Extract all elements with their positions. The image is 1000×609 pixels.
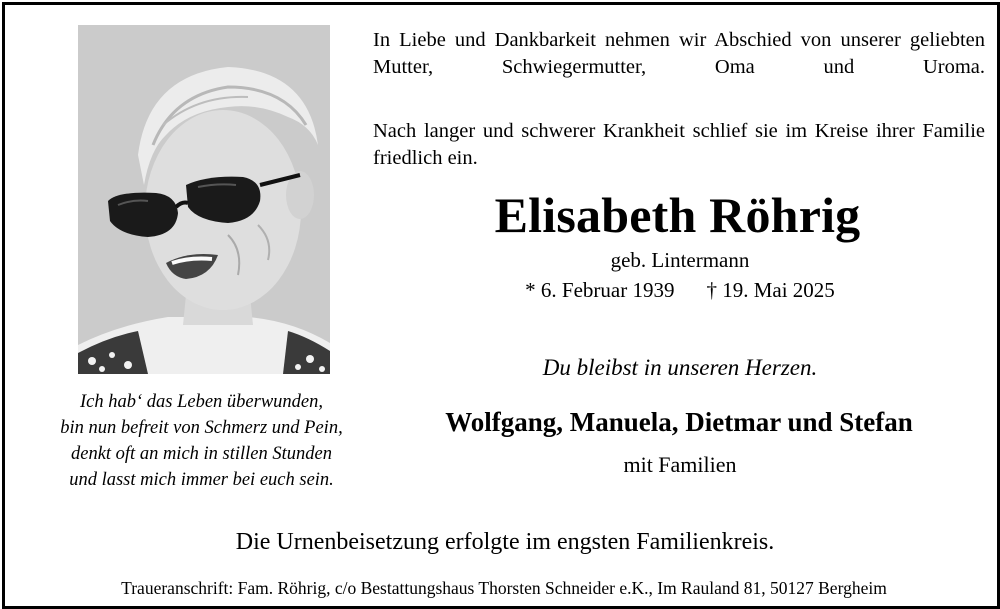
burial-note: Die Urnenbeisetzung erfolgte im engsten Familienkreis. bbox=[235, 529, 775, 555]
birth-date: * 6. Februar 1939 bbox=[525, 278, 675, 302]
mourners-families: mit Familien bbox=[623, 452, 737, 477]
mourners-names: Wolfgang, Manuela, Dietmar und Stefan bbox=[445, 407, 913, 437]
motto: Du bleibst in unseren Herzen. bbox=[542, 355, 818, 380]
intro-paragraph: In Liebe und Dankbarkeit nehmen wir Abschied von unserer geliebten Mutter, Schwiegermutter, Oma und Uroma. bbox=[373, 29, 985, 78]
obituary-notice bbox=[2, 2, 1000, 609]
poem-line: Ich hab‘ das Leben überwunden, bbox=[79, 392, 324, 412]
portrait-icon bbox=[78, 25, 330, 374]
portrait-photo bbox=[78, 25, 330, 374]
life-dates bbox=[405, 277, 955, 303]
intro-paragraph: Nach langer und schwerer Krankheit schlief sie im Kreise ihrer Familie friedlich ein. bbox=[373, 120, 985, 169]
deceased-name: Elisabeth Röhrig bbox=[494, 187, 861, 243]
intro-text bbox=[373, 27, 985, 182]
mourning-address: Traueranschrift: Fam. Röhrig, c/o Bestattungshaus Thorsten Schneider e.K., Im Rauland 81, 50127 Bergheim bbox=[121, 578, 887, 598]
poem-line: denkt oft an mich in stillen Stunden bbox=[70, 444, 332, 464]
maiden-name: geb. Lintermann bbox=[610, 248, 750, 272]
death-date: † 19. Mai 2025 bbox=[706, 278, 835, 302]
poem bbox=[19, 389, 384, 493]
poem-line: bin nun befreit von Schmerz und Pein, bbox=[60, 418, 343, 438]
poem-line: und lasst mich immer bei euch sein. bbox=[69, 470, 334, 490]
